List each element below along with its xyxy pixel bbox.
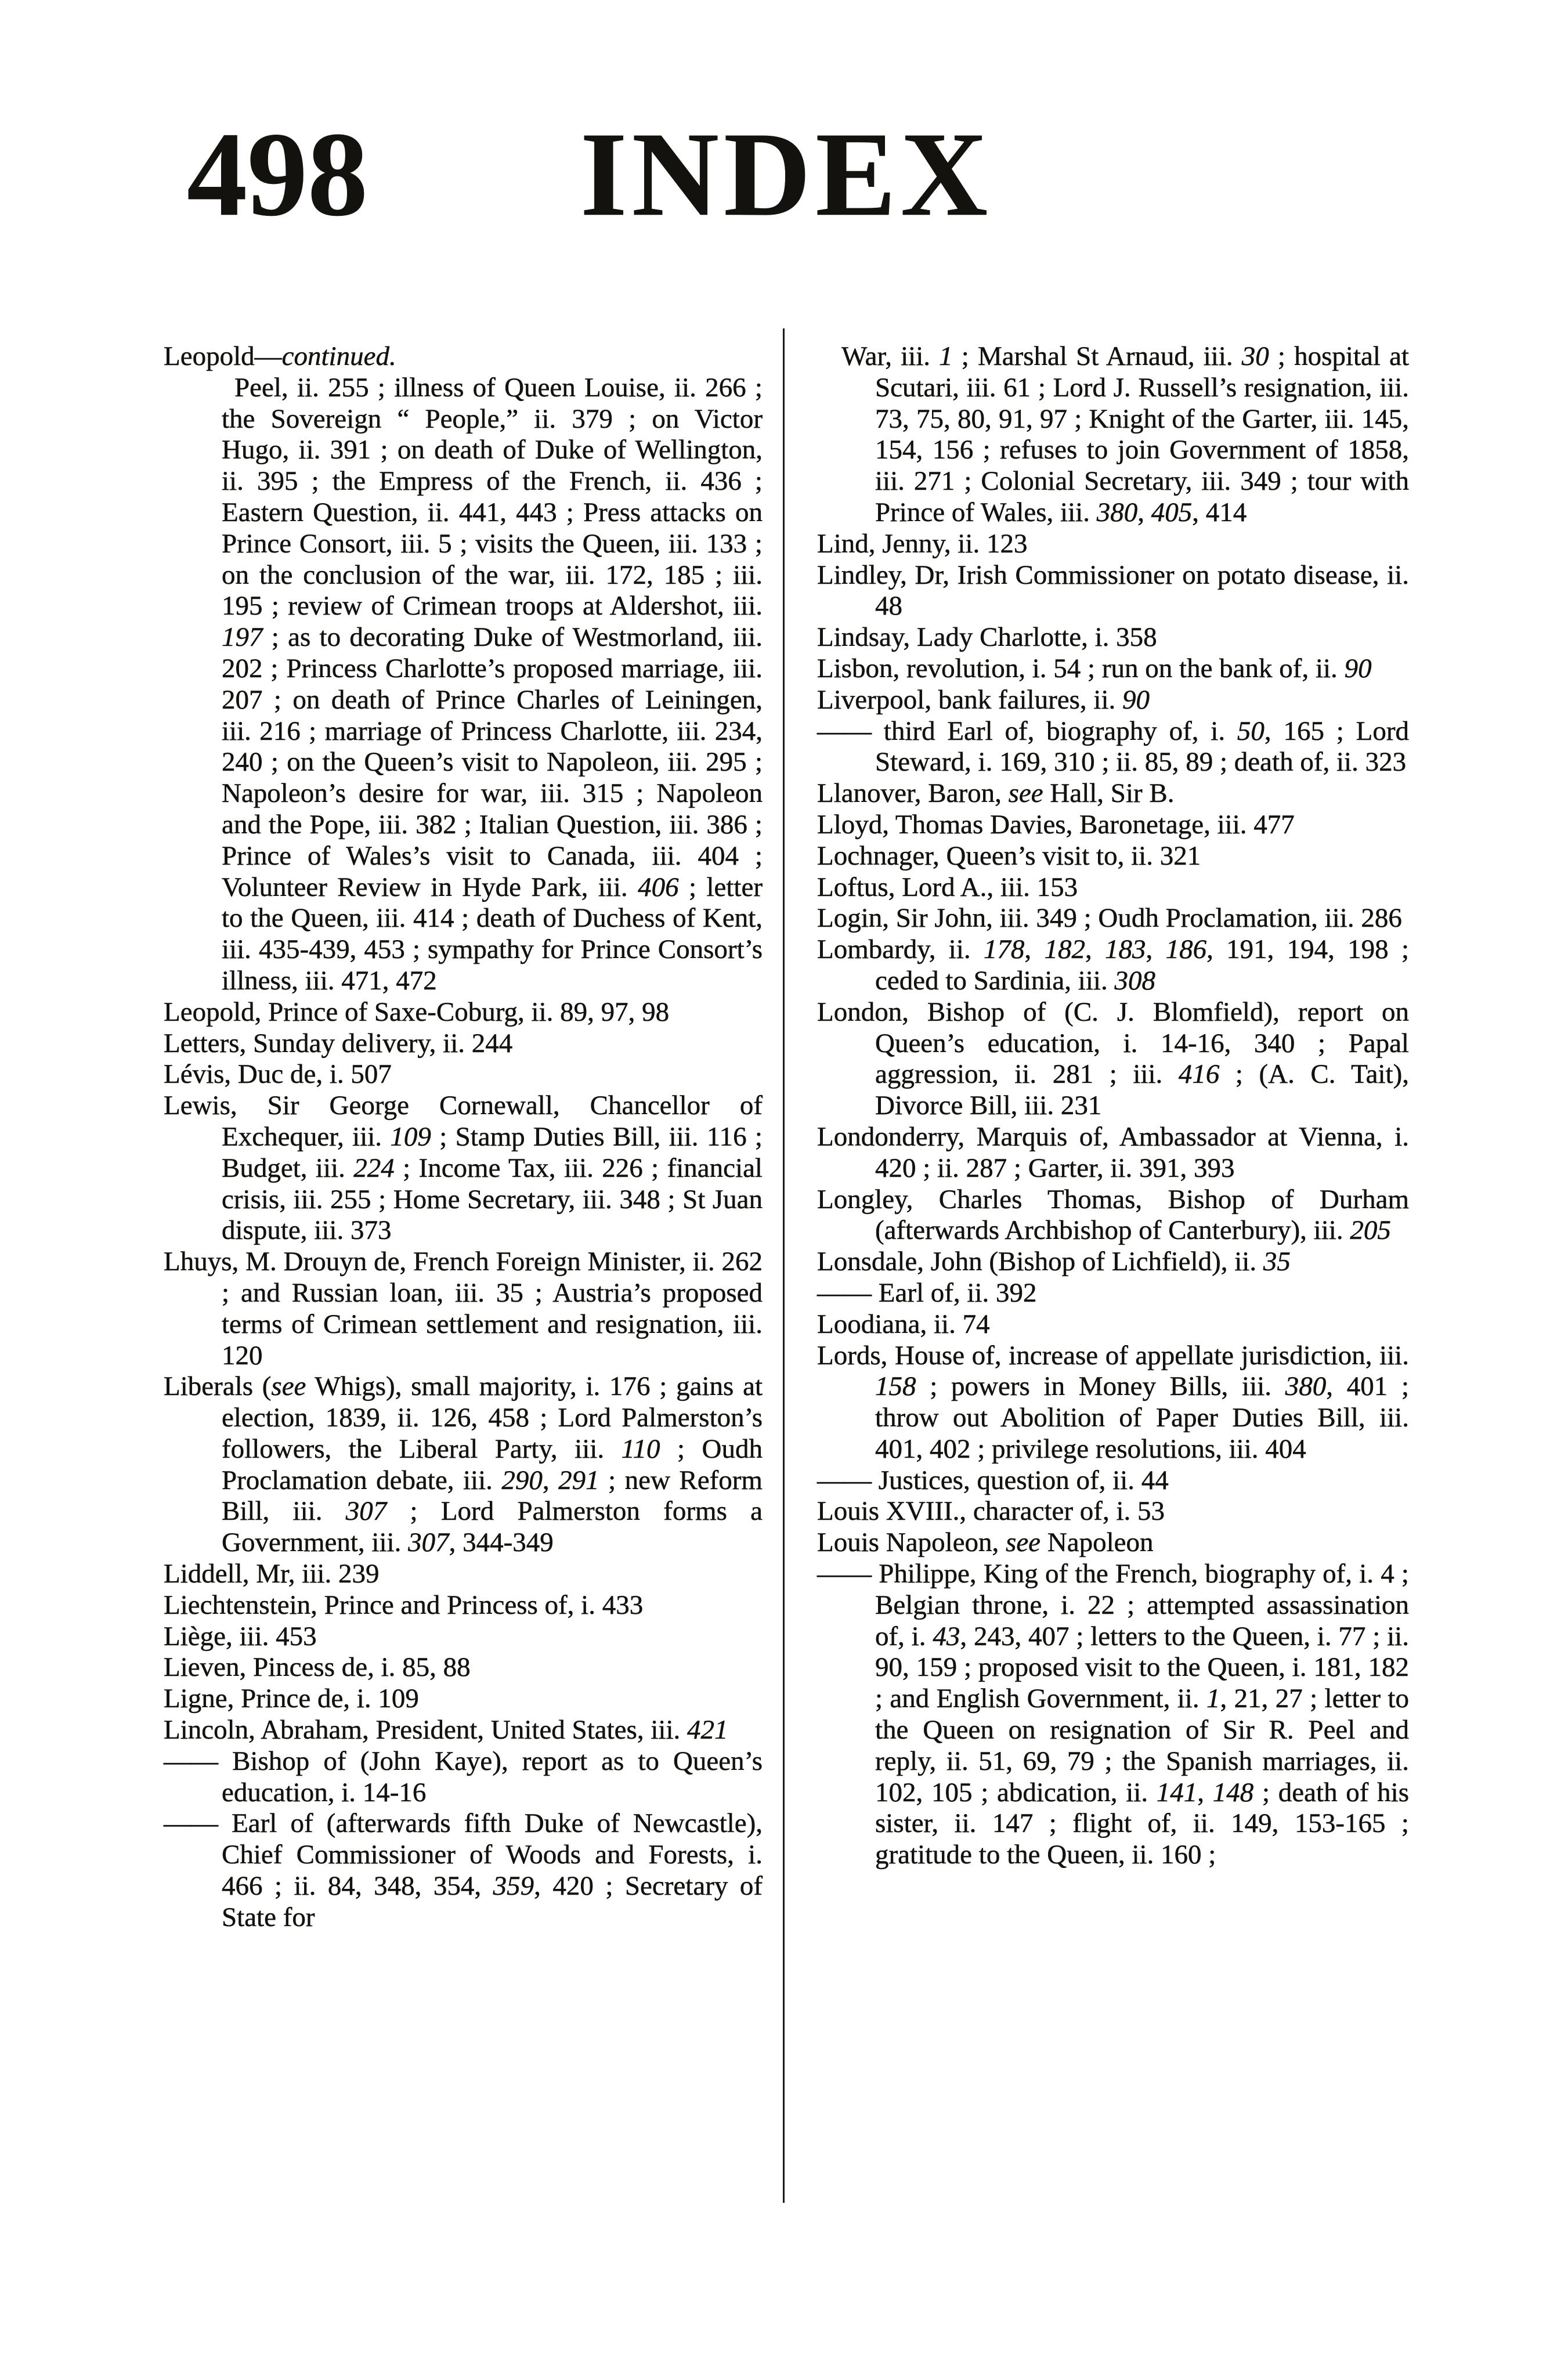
index-entry: Lloyd, Thomas Davies, Baronetage, iii. 477	[817, 809, 1295, 840]
index-entry: Peel, ii. 255 ; illness of Queen Louise, ii. 266 ; the Sovereign “ People,” ii. 379 ; on Victor Hugo, ii. 391 ; on death of Duke of Wellington, ii. 395 ; the Empress of the French, ii. 436 ; Eastern Question, ii. 441, 443 ; Press attacks on Prince Consort, iii. 5 ; visits the Queen, iii. 133 ; on the conclusion of the war, iii. 172, 185 ; iii. 195 ; review of Crimean troops at Aldershot, iii. 197 ; as to decorating Duke of Westmorland, iii. 202 ; Princess Charlotte’s proposed marriage, iii. 207 ; on death of Prince Charles of Leiningen, iii. 216 ; marriage of Princess Charlotte, iii. 234, 240 ; on the Queen’s visit to Napoleon, iii. 295 ; Napoleon’s desire for war, iii. 315 ; Napoleon and the Pope, iii. 382 ; Italian Question, iii. 386 ; Prince of Wales’s visit to Canada, iii. 404 ; Volunteer Review in Hyde Park, iii. 406 ; letter to the Queen, iii. 414 ; death of Duchess of Kent, iii. 435-439, 453 ; sympathy for Prince Consort’s illness, iii. 471, 472	[222, 372, 763, 996]
index-entry: Lisbon, revolution, i. 54 ; run on the bank of, ii. 90	[817, 653, 1372, 684]
index-entry: Lewis, Sir George Cornewall, Chancellor of Exchequer, iii. 109 ; Stamp Duties Bill, iii. 116 ; Budget, iii. 224 ; Income Tax, iii. 226 ; financial crisis, iii. 255 ; Home Secretary, iii. 348 ; St Juan dispute, iii. 373	[164, 1090, 763, 1246]
index-entry: Lindsay, Lady Charlotte, i. 358	[817, 622, 1157, 653]
index-entry: Londonderry, Marquis of, Ambassador at Vienna, i. 420 ; ii. 287 ; Garter, ii. 391, 393	[817, 1121, 1409, 1183]
index-entry: Louis XVIII., character of, i. 53	[817, 1496, 1165, 1527]
index-entry: —— Earl of (afterwards fifth Duke of Newcastle), Chief Commissioner of Woods and Forests, i. 466 ; ii. 84, 348, 354, 359, 420 ; Secretary of State for	[164, 1808, 763, 1932]
index-entry: —— Philippe, King of the French, biography of, i. 4 ; Belgian throne, i. 22 ; attempted assassination of, i. 43, 243, 407 ; letters to the Queen, i. 77 ; ii. 90, 159 ; proposed visit to the Queen, i. 181, 182 ; and English Government, ii. 1, 21, 27 ; letter to the Queen on resignation of Sir R. Peel and reply, ii. 51, 69, 79 ; the Spanish marriages, ii. 102, 105 ; abdication, ii. 141, 148 ; death of his sister, ii. 147 ; flight of, ii. 149, 153-165 ; gratitude to the Queen, ii. 160 ;	[817, 1559, 1410, 1870]
index-entry: Liddell, Mr, iii. 239	[164, 1559, 380, 1589]
column-divider-rule	[783, 328, 785, 2203]
index-entry: Liechtenstein, Prince and Princess of, i. 433	[164, 1589, 644, 1620]
index-entry: Longley, Charles Thomas, Bishop of Durham (afterwards Archbishop of Canterbury), iii. 205	[817, 1184, 1409, 1246]
index-entry: War, iii. 1 ; Marshal St Arnaud, iii. 30 ; hospital at Scutari, iii. 61 ; Lord J. Russell’s resignation, iii. 73, 75, 80, 91, 97 ; Knight of the Garter, iii. 145, 154, 156 ; refuses to join Government of 1858, iii. 271 ; Colonial Secretary, iii. 349 ; tour with Prince of Wales, iii. 380, 405, 414	[841, 341, 1409, 527]
index-entry: Lieven, Pincess de, i. 85, 88	[164, 1652, 471, 1683]
index-entry: Lindley, Dr, Irish Commissioner on potato disease, ii. 48	[817, 559, 1409, 621]
page-number: 498	[187, 107, 368, 241]
index-entry: Llanover, Baron, see Hall, Sir B.	[817, 778, 1175, 809]
index-entry: Lhuys, M. Drouyn de, French Foreign Minister, ii. 262 ; and Russian loan, iii. 35 ; Austria’s proposed terms of Crimean settlement and resignation, iii. 120	[164, 1246, 763, 1371]
index-entry: Login, Sir John, iii. 349 ; Oudh Proclamation, iii. 286	[817, 903, 1402, 934]
index-entry: Lombardy, ii. 178, 182, 183, 186, 191, 194, 198 ; ceded to Sardinia, iii. 308	[817, 934, 1410, 996]
index-entry: Lévis, Duc de, i. 507	[164, 1059, 392, 1090]
index-entry: Liège, iii. 453	[164, 1621, 317, 1652]
index-entry: Lochnager, Queen’s visit to, ii. 321	[817, 840, 1201, 871]
index-entry: Lind, Jenny, ii. 123	[817, 528, 1028, 559]
index-entry: Loftus, Lord A., iii. 153	[817, 872, 1078, 902]
index-entry: Lords, House of, increase of appellate jurisdiction, iii. 158 ; powers in Money Bills, iii. 380, 401 ; throw out Abolition of Paper Duties Bill, iii. 401, 402 ; privilege resolutions, iii. 404	[817, 1340, 1409, 1464]
index-entry: Louis Napoleon, see Napoleon	[817, 1527, 1154, 1558]
index-entry: Leopold—continued.	[164, 341, 396, 371]
index-entry: Loodiana, ii. 74	[817, 1309, 990, 1339]
index-entry: —— Bishop of (John Kaye), report as to Queen’s education, i. 14-16	[164, 1746, 763, 1808]
index-entry: —— third Earl of, biography of, i. 50, 165 ; Lord Steward, i. 169, 310 ; ii. 85, 89 ; death of, ii. 323	[817, 716, 1410, 778]
index-entry: Liberals (see Whigs), small majority, i. 176 ; gains at election, 1839, ii. 126, 458 ; Lord Palmerston’s followers, the Liberal Party, iii. 110 ; Oudh Proclamation debate, iii. 290, 291 ; new Reform Bill, iii. 307 ; Lord Palmerston forms a Government, iii. 307, 344-349	[164, 1371, 763, 1558]
index-entry: Lincoln, Abraham, President, United States, iii. 421	[164, 1715, 728, 1746]
index-entry: Letters, Sunday delivery, ii. 244	[164, 1028, 513, 1058]
index-entry: Leopold, Prince of Saxe-Coburg, ii. 89, 97, 98	[164, 996, 670, 1027]
index-entry: Lonsdale, John (Bishop of Lichfield), ii. 35	[817, 1246, 1291, 1277]
index-entry: Ligne, Prince de, i. 109	[164, 1683, 419, 1714]
index-column-right	[817, 341, 1409, 1871]
index-column-left	[164, 341, 763, 1934]
index-entry: London, Bishop of (C. J. Blomfield), report on Queen’s education, i. 14-16, 340 ; Papal aggression, ii. 281 ; iii. 416 ; (A. C. Tait), Divorce Bill, iii. 231	[817, 996, 1409, 1121]
page-title: INDEX	[580, 107, 993, 241]
index-entry: —— Justices, question of, ii. 44	[817, 1465, 1169, 1495]
index-entry: —— Earl of, ii. 392	[817, 1277, 1037, 1308]
index-entry: Liverpool, bank failures, ii. 90	[817, 684, 1150, 715]
